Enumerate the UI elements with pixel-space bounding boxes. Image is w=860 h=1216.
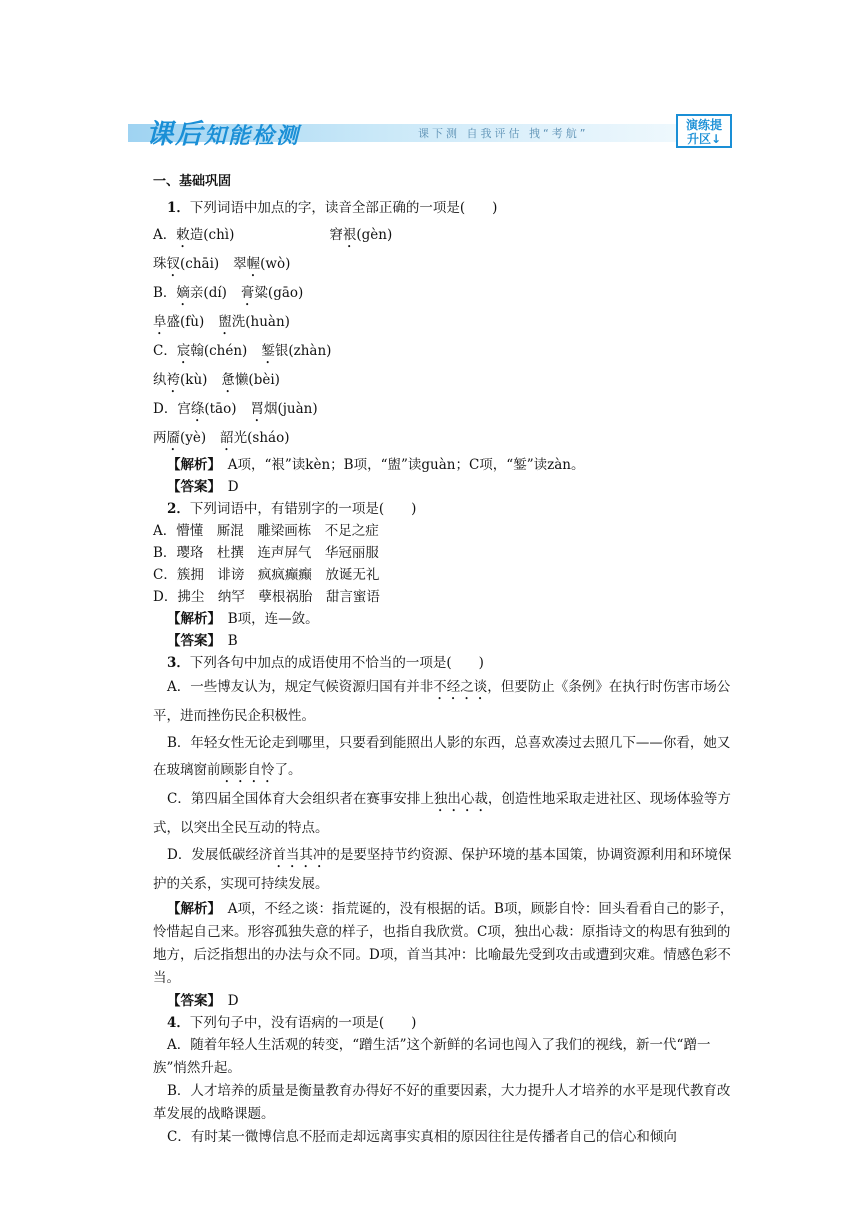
question-2-stem: 2．下列词语中，有错别字的一项是( ) xyxy=(167,501,417,517)
q2-option-d: D．拂尘 纳罕 孽根祸胎 甜言蜜语 xyxy=(153,589,380,605)
section-heading: 一、基础巩固 xyxy=(153,174,232,189)
section-banner xyxy=(128,110,734,150)
q3-option-c: C．第四届全国体育大会组织者在赛事安排上独出心裁，创造性地采取走进社区、现场体验等方式，以突出全民互动的特点。 xyxy=(153,791,731,836)
q2-analysis: 【解析】 B项，连—敛。 xyxy=(167,611,319,627)
worksheet-content xyxy=(153,168,737,1148)
q3-option-b: B．年轻女性无论走到哪里，只要看到能照出人影的东西，总喜欢凑过去照几下——你看，她又在玻璃窗前顾影自怜了。 xyxy=(153,735,731,778)
q4-option-c: C．有时某一微博信息不胫而走却远离事实真相的原因往往是传播者自己的信心和倾向 xyxy=(167,1129,677,1145)
q2-option-b: B．璎珞 杜撰 连声屏气 华冠丽服 xyxy=(153,545,379,561)
q1-option-d-line1: D．宫绦(tāo) 罥烟(juàn) xyxy=(153,401,318,417)
q1-analysis: 【解析】 A项，“裉”读kèn；B项，“盥”读guàn；C项，“錾”读zàn。 xyxy=(167,457,585,473)
q1-option-a-line1: A．敕造(chì) 窘裉(gèn) xyxy=(153,227,393,243)
question-1-stem: 1．下列词语中加点的字，读音全部正确的一项是( ) xyxy=(167,200,498,216)
question-3-stem: 3．下列各句中加点的成语使用不恰当的一项是( ) xyxy=(167,655,484,671)
q1-option-d-line2: 两靥(yè) 韶光(sháo) xyxy=(153,430,290,446)
banner-subtitle: 课下测 自我评估 拽“考航” xyxy=(418,127,589,140)
q4-option-a: A．随着年轻人生活观的转变，“蹭生活”这个新鲜的名词也闯入了我们的视线，新一代“蹭一族”悄然升起。 xyxy=(153,1037,711,1076)
q3-analysis: 【解析】 A项，不经之谈：指荒诞的，没有根据的话。B项，顾影自怜：回头看看自己的影子，怜惜起自己来。形容孤独失意的样子，也指自我欣赏。C项，独出心裁：原指诗文的构思有独到的地方，后泛指想出的办法与众不同。D项，首当其冲：比喻最先受到攻击或遭到灾难。情感色彩不当。 xyxy=(153,901,734,986)
q3-option-a: A．一些博友认为，规定气候资源归国有并非不经之谈，但要防止《条例》在执行时伤害市场公平，进而挫伤民企积极性。 xyxy=(153,679,731,724)
q3-option-d: D．发展低碳经济首当其冲的是要坚持节约资源、保护环境的基本国策，协调资源利用和环境保护的关系，实现可持续发展。 xyxy=(153,847,732,892)
q1-option-c-line1: C．宸翰(chén) 錾银(zhàn) xyxy=(153,343,332,359)
q1-answer: 【答案】 D xyxy=(167,479,239,495)
q4-option-b: B．人才培养的质量是衡量教育办得好不好的重要因素，大力提升人才培养的水平是现代教育改革发展的战略课题。 xyxy=(153,1083,731,1122)
q1-option-b-line2: 阜盛(fù) 盥洗(huàn) xyxy=(153,314,290,330)
q2-option-c: C．簇拥 诽谤 疯疯癫癫 放诞无礼 xyxy=(153,567,380,583)
q2-option-a: A．懵懂 厮混 雕梁画栋 不足之症 xyxy=(153,523,379,539)
practice-zone-box: 演练提 升区↓ xyxy=(676,114,732,148)
q3-answer: 【答案】 D xyxy=(167,993,239,1009)
q1-option-c-line2: 纨袴(kù) 惫懒(bèi) xyxy=(153,372,280,388)
q2-answer: 【答案】 B xyxy=(167,633,238,649)
q1-option-b-line1: B．嫡亲(dí) 膏粱(gāo) xyxy=(153,285,304,301)
question-4-stem: 4．下列句子中，没有语病的一项是( ) xyxy=(167,1015,417,1031)
q1-option-a-line2: 珠钗(chāi) 翠幄(wò) xyxy=(153,256,291,272)
banner-title: 课后知能检测 xyxy=(146,119,301,150)
